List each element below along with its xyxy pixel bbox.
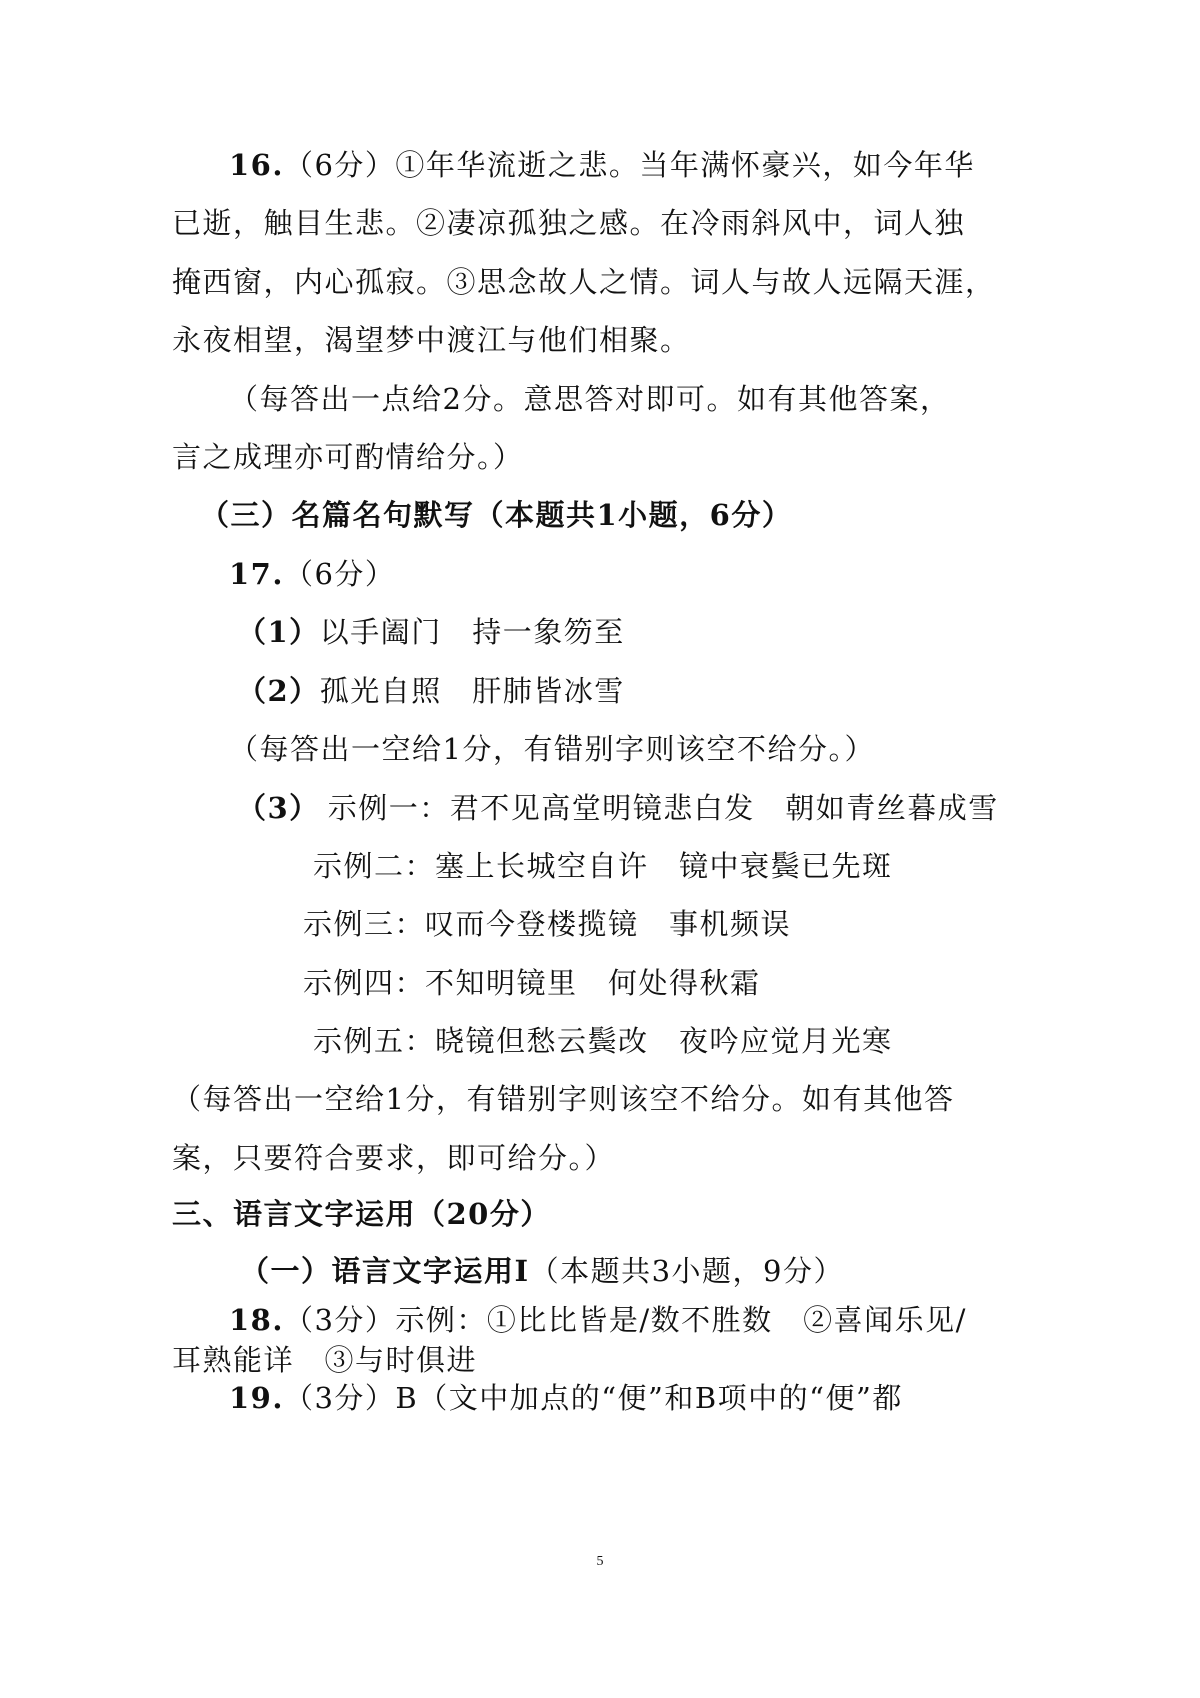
q17-item-2-label: （2）	[237, 674, 320, 708]
q16-line-3: 掩西窗，内心孤寂。③思念故人之情。词人与故人远隔天涯，	[172, 265, 996, 299]
q17-item-3	[237, 790, 999, 826]
q16-note-line-1: （每答出一点给2分。意思答对即可。如有其他答案，	[229, 382, 951, 416]
q17-example-2: 示例二：塞上长城空自许 镜中衰鬓已先斑	[313, 849, 893, 883]
q18-text-1: （3分）示例：①比比皆是/数不胜数 ②喜闻乐见/	[283, 1303, 967, 1337]
q17-item-1-text: 以手阖门 持一象笏至	[319, 615, 625, 649]
q17-item-2-text: 孤光自照 肝肺皆冰雪	[319, 674, 625, 708]
q16-line-4: 永夜相望，渴望梦中渡江与他们相聚。	[172, 323, 691, 357]
q17-example-4: 示例四：不知明镜里 何处得秋霜	[303, 966, 761, 1000]
page-number: 5	[596, 1554, 604, 1569]
q17-example-1: 示例一：君不见高堂明镜悲白发 朝如青丝暮成雪	[327, 791, 999, 825]
q19-number: 19.	[229, 1381, 284, 1415]
q18-line-2: 耳熟能详 ③与时俱进	[172, 1343, 478, 1377]
q16-line-2: 已逝，触目生悲。②凄凉孤独之感。在冷雨斜风中，词人独	[172, 206, 966, 240]
q18-number: 18.	[229, 1303, 284, 1337]
sub1-heading-title: （一）语言文字运用Ⅰ	[240, 1254, 530, 1288]
q17-header	[229, 556, 395, 592]
q16-number: 16.	[229, 148, 284, 182]
sub1-heading	[240, 1253, 844, 1289]
q17-example-5: 示例五：晓镜但愁云鬓改 夜吟应觉月光寒	[313, 1024, 893, 1058]
q17-note-1: （每答出一空给1分，有错别字则该空不给分。）	[229, 732, 875, 766]
part3-heading: 三、语言文字运用（20分）	[172, 1197, 551, 1231]
q17-item-1	[237, 614, 625, 650]
q17-number: 17.	[229, 557, 284, 591]
q16-text-1: （6分）①年华流逝之悲。当年满怀豪兴，如今年华	[283, 148, 975, 182]
q18-line-1	[229, 1302, 967, 1338]
q17-example-3: 示例三：叹而今登楼揽镜 事机频误	[303, 907, 792, 941]
q19-line-1	[229, 1380, 903, 1416]
q19-text-1: （3分）B（文中加点的“便”和B项中的“便”都	[283, 1381, 903, 1415]
q17-item-1-label: （1）	[237, 615, 320, 649]
q16-line-1	[229, 147, 975, 183]
q16-note-line-2: 言之成理亦可酌情给分。）	[172, 440, 524, 474]
q17-note-2-line-2: 案，只要符合要求，即可给分。）	[172, 1141, 616, 1175]
q17-item-2	[237, 673, 625, 709]
sub1-heading-detail: （本题共3小题，9分）	[529, 1254, 844, 1288]
q17-note-2-line-1: （每答出一空给1分，有错别字则该空不给分。如有其他答	[172, 1082, 955, 1116]
q17-score: （6分）	[283, 557, 396, 591]
q17-item-3-label: （3）	[237, 791, 320, 825]
section3-heading: （三）名篇名句默写（本题共1小题，6分）	[200, 498, 793, 532]
